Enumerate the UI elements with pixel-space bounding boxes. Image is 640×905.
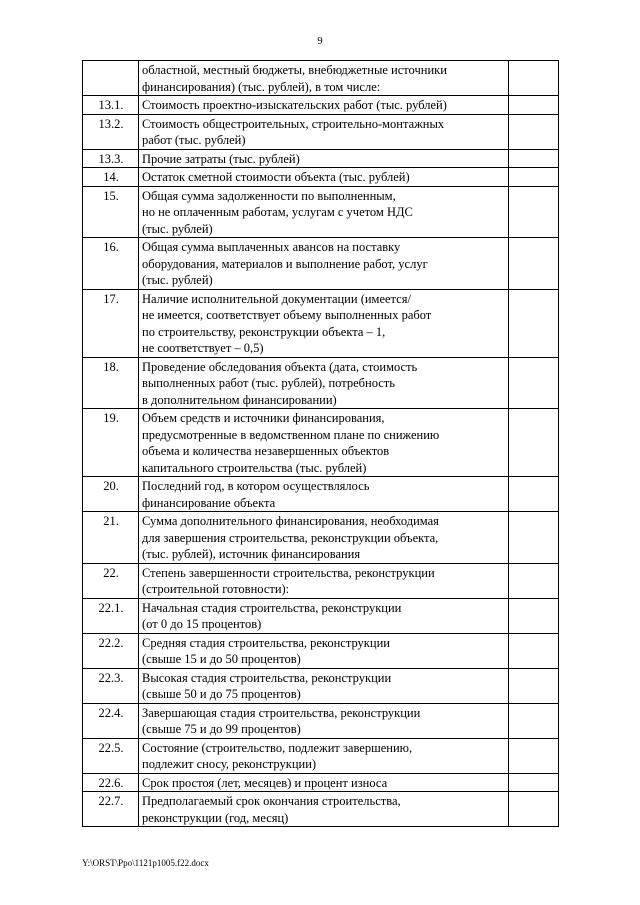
- table-row: [83, 61, 559, 96]
- description-line: Общая сумма задолженности по выполненным,: [142, 188, 396, 203]
- value-cell: [509, 357, 559, 409]
- row-description: [139, 238, 509, 290]
- description-line: в дополнительном финансировании): [142, 392, 337, 407]
- description-line: Начальная стадия строительства, реконструкции: [142, 600, 402, 615]
- value-cell: [509, 703, 559, 738]
- row-description: [139, 114, 509, 149]
- value-cell: [509, 149, 559, 168]
- row-number: 14.: [83, 168, 139, 187]
- description-line: не имеется, соответствует объему выполненных работ: [142, 308, 432, 322]
- value-cell: [509, 96, 559, 115]
- row-description: [139, 792, 509, 827]
- file-path-footer: Y:\ORST\Ppo\1121p1005.f22.docx: [82, 858, 209, 868]
- description-line: капитального строительства (тыс. рублей): [142, 460, 367, 475]
- value-cell: [509, 792, 559, 827]
- row-description: [139, 598, 509, 633]
- row-description: [139, 738, 509, 773]
- row-number: 22.7.: [83, 792, 139, 827]
- description-line: (строительной готовности):: [142, 582, 290, 596]
- row-number: 18.: [83, 357, 139, 409]
- value-cell: [509, 238, 559, 290]
- document-table: [82, 60, 559, 827]
- row-number: 22.2.: [83, 633, 139, 668]
- value-cell: [509, 114, 559, 149]
- description-line: финансирование объекта: [142, 495, 276, 510]
- value-cell: [509, 186, 559, 238]
- row-number: [83, 61, 139, 96]
- row-description: [139, 168, 509, 187]
- row-description: [139, 61, 509, 96]
- row-description: [139, 512, 509, 564]
- row-number: 21.: [83, 512, 139, 564]
- description-line: для завершения строительства, реконструкции объекта,: [142, 530, 439, 545]
- table-row: [83, 96, 559, 115]
- row-description: [139, 409, 509, 477]
- row-description: [139, 186, 509, 238]
- value-cell: [509, 477, 559, 512]
- page-number: 9: [317, 36, 323, 47]
- row-number: 13.3.: [83, 149, 139, 168]
- table-row: [83, 409, 559, 477]
- table-row: [83, 357, 559, 409]
- table-row: [83, 773, 559, 792]
- value-cell: [509, 168, 559, 187]
- description-line: Завершающая стадия строительства, реконструкции: [142, 705, 421, 720]
- row-description: [139, 357, 509, 409]
- row-number: 22.3.: [83, 668, 139, 703]
- value-cell: [509, 633, 559, 668]
- row-number: 19.: [83, 409, 139, 477]
- description-line: Высокая стадия строительства, реконструкции: [142, 670, 392, 685]
- table-row: [83, 563, 559, 598]
- row-number: 22.5.: [83, 738, 139, 773]
- table-row: [83, 289, 559, 357]
- description-line: реконструкции (год, месяц): [142, 810, 289, 825]
- description-line: (от 0 до 15 процентов): [142, 617, 262, 631]
- description-line: Степень завершенности строительства, реконструкции: [142, 565, 435, 580]
- row-description: [139, 563, 509, 598]
- description-line: Последний год, в котором осуществлялось: [142, 479, 370, 493]
- description-line: (тыс. рублей): [142, 221, 213, 236]
- row-number: 13.1.: [83, 96, 139, 115]
- description-line: Стоимость общестроительных, строительно-монтажных: [142, 116, 445, 131]
- value-cell: [509, 598, 559, 633]
- description-line: Стоимость проектно-изыскательских работ (тыс. рублей): [142, 98, 447, 112]
- row-number: 17.: [83, 289, 139, 357]
- description-line: финансирования) (тыс. рублей), в том числе:: [142, 79, 381, 94]
- description-line: Прочие затраты (тыс. рублей): [142, 151, 300, 166]
- value-cell: [509, 512, 559, 564]
- description-line: подлежит сносу, реконструкции): [142, 757, 317, 771]
- table-row: [83, 186, 559, 238]
- value-cell: [509, 289, 559, 357]
- row-description: [139, 773, 509, 792]
- value-cell: [509, 738, 559, 773]
- description-line: Остаток сметной стоимости объекта (тыс. рублей): [142, 170, 410, 184]
- row-description: [139, 633, 509, 668]
- table-row: [83, 738, 559, 773]
- description-line: Предполагаемый срок окончания строительства,: [142, 794, 401, 808]
- description-line: (свыше 15 и до 50 процентов): [142, 652, 301, 666]
- description-line: Общая сумма выплаченных авансов на поставку: [142, 240, 401, 254]
- row-number: 15.: [83, 186, 139, 238]
- description-line: (тыс. рублей): [142, 273, 213, 287]
- description-line: не соответствует – 0,5): [142, 341, 264, 355]
- table-row: [83, 114, 559, 149]
- row-number: 16.: [83, 238, 139, 290]
- description-line: (свыше 50 и до 75 процентов): [142, 687, 301, 701]
- table-row: [83, 477, 559, 512]
- description-line: работ (тыс. рублей): [142, 133, 246, 147]
- description-line: объема и количества незавершенных объектов: [142, 444, 390, 458]
- table-row: [83, 633, 559, 668]
- value-cell: [509, 668, 559, 703]
- description-line: Объем средств и источники финансирования,: [142, 411, 385, 425]
- row-description: [139, 477, 509, 512]
- description-line: (тыс. рублей), источник финансирования: [142, 547, 361, 561]
- table-row: [83, 168, 559, 187]
- row-description: [139, 668, 509, 703]
- table-row: [83, 703, 559, 738]
- row-description: [139, 289, 509, 357]
- value-cell: [509, 563, 559, 598]
- row-number: 22.4.: [83, 703, 139, 738]
- description-line: оборудования, материалов и выполнение работ, услуг: [142, 256, 428, 271]
- description-line: Состояние (строительство, подлежит завершению,: [142, 740, 413, 755]
- row-description: [139, 149, 509, 168]
- value-cell: [509, 773, 559, 792]
- description-line: областной, местный бюджеты, внебюджетные источники: [142, 63, 447, 77]
- table-row: [83, 512, 559, 564]
- row-number: 22.6.: [83, 773, 139, 792]
- table-row: [83, 238, 559, 290]
- description-line: Срок простоя (лет, месяцев) и процент износа: [142, 775, 388, 790]
- table-row: [83, 792, 559, 827]
- row-number: 22.1.: [83, 598, 139, 633]
- value-cell: [509, 61, 559, 96]
- description-line: но не оплаченным работам, услугам с учетом НДС: [142, 205, 413, 219]
- description-line: Сумма дополнительного финансирования, необходимая: [142, 514, 439, 528]
- description-line: Наличие исполнительной документации (имеется/: [142, 291, 411, 306]
- description-line: Проведение обследования объекта (дата, стоимость: [142, 359, 418, 374]
- row-number: 20.: [83, 477, 139, 512]
- table-row: [83, 598, 559, 633]
- row-description: [139, 96, 509, 115]
- description-line: выполненных работ (тыс. рублей), потребность: [142, 376, 395, 390]
- table-row: [83, 149, 559, 168]
- description-line: Средняя стадия строительства, реконструкции: [142, 635, 390, 650]
- description-line: предусмотренные в ведомственном плане по снижению: [142, 427, 440, 442]
- row-number: 22.: [83, 563, 139, 598]
- description-line: (свыше 75 и до 99 процентов): [142, 722, 301, 736]
- table-row: [83, 668, 559, 703]
- row-number: 13.2.: [83, 114, 139, 149]
- row-description: [139, 703, 509, 738]
- description-line: по строительству, реконструкции объекта – 1,: [142, 324, 386, 339]
- value-cell: [509, 409, 559, 477]
